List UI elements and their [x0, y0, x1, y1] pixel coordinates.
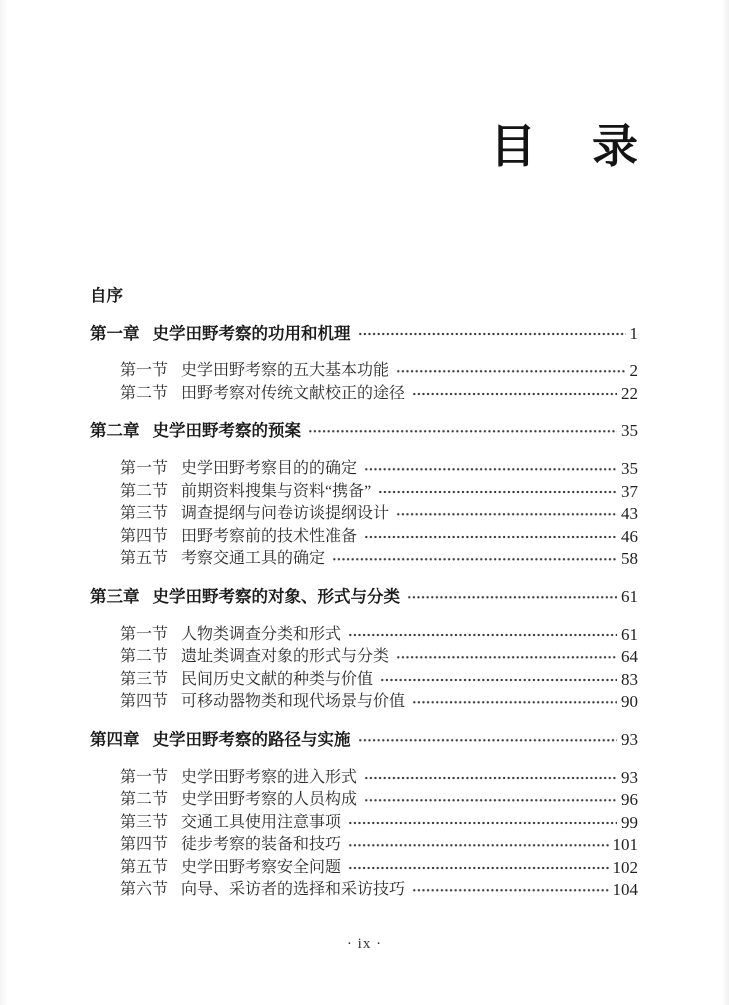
section-number: 第三节: [120, 505, 169, 523]
page-number: 96: [621, 790, 638, 810]
toc-section-row: [90, 834, 638, 857]
page-number: 61: [621, 624, 638, 644]
page-number: 93: [621, 729, 638, 749]
page-number: 90: [621, 692, 638, 712]
section-number: 第五节: [120, 858, 169, 876]
section-title: 考察交通工具的确定: [181, 550, 326, 568]
dot-leader: [364, 458, 617, 481]
section-number: 第二节: [120, 648, 169, 666]
section-number: 第二节: [120, 482, 169, 500]
dot-leader: [348, 857, 608, 880]
page-number: 43: [621, 504, 638, 524]
section-title: 史学田野考察目的的确定: [181, 459, 358, 477]
page-number: 93: [621, 767, 638, 787]
section-title: 人物类调查分类和形式: [181, 625, 342, 643]
toc-section-row: [90, 879, 638, 902]
section-number: 第三节: [120, 670, 169, 688]
page-number: 102: [612, 857, 638, 877]
page-number: 2: [629, 361, 638, 381]
page-number: 35: [621, 458, 638, 478]
toc-section-row: [90, 789, 638, 812]
section-title: 前期资料搜集与资料“携备”: [181, 482, 372, 500]
dot-leader: [412, 691, 617, 714]
page-number: 46: [621, 526, 638, 546]
preface-row: [90, 285, 638, 308]
page-number: 35: [621, 421, 638, 441]
toc-section-row: [90, 548, 638, 571]
dot-leader: [407, 586, 617, 609]
toc-section-row: [90, 526, 638, 549]
dot-leader: [348, 812, 617, 835]
dot-leader: [412, 383, 617, 406]
dot-leader: [358, 323, 626, 346]
title-char-lu: 录: [592, 121, 638, 172]
toc-section-row: [90, 481, 638, 504]
toc-section-row: [90, 646, 638, 669]
page-number: 61: [621, 586, 638, 606]
section-title: 民间历史文献的种类与价值: [181, 670, 374, 688]
dot-leader: [396, 646, 617, 669]
page-number: 1: [629, 323, 638, 343]
toc-section-row: [90, 458, 638, 481]
section-number: 第二节: [120, 791, 169, 809]
section-number: 第二节: [120, 384, 169, 402]
dot-leader: [364, 526, 617, 549]
chapter-title: 史学田野考察的功用和机理: [152, 323, 351, 343]
page-number: 101: [612, 835, 638, 855]
section-title: 向导、采访者的选择和采访技巧: [181, 881, 406, 899]
section-title: 史学田野考察安全问题: [181, 858, 342, 876]
page-number: 104: [612, 880, 638, 900]
section-title: 徒步考察的装备和技巧: [181, 836, 342, 854]
dot-leader: [378, 481, 617, 504]
toc-section-row: [90, 812, 638, 835]
preface-label: 自序: [90, 286, 123, 305]
chapter-title: 史学田野考察的路径与实施: [152, 729, 351, 749]
toc-chapter-row: [90, 729, 638, 752]
page-number: 83: [621, 669, 638, 689]
chapter-number: 第二章: [90, 421, 140, 441]
dot-leader: [396, 503, 617, 526]
section-title: 史学田野考察的五大基本功能: [181, 362, 390, 380]
toc-chapter-row: [90, 323, 638, 346]
section-title: 调查提纲与问卷访谈提纲设计: [181, 505, 390, 523]
toc-content: [90, 0, 638, 902]
toc-section-row: [90, 857, 638, 880]
chapter-title: 史学田野考察的对象、形式与分类: [152, 586, 400, 606]
toc-chapter-row: [90, 586, 638, 609]
title-char-mu: 目: [490, 121, 536, 172]
dot-leader: [348, 834, 608, 857]
toc-section-row: [90, 383, 638, 406]
section-number: 第一节: [120, 625, 169, 643]
section-number: 第四节: [120, 693, 169, 711]
section-title: 可移动器物类和现代场景与价值: [181, 693, 406, 711]
section-number: 第四节: [120, 836, 169, 854]
toc-chapter-row: [90, 420, 638, 443]
section-number: 第一节: [120, 362, 169, 380]
section-title: 史学田野考察的人员构成: [181, 791, 358, 809]
section-title: 田野考察对传统文献校正的途径: [181, 384, 406, 402]
folio-page-number: · ix ·: [346, 936, 383, 952]
page-title: [90, 123, 638, 171]
dot-leader: [364, 789, 617, 812]
toc-section-row: [90, 360, 638, 383]
chapter-number: 第四章: [90, 729, 140, 749]
section-title: 田野考察前的技术性准备: [181, 527, 358, 545]
page-number: 37: [621, 481, 638, 501]
section-title: 交通工具使用注意事项: [181, 813, 342, 831]
section-number: 第一节: [120, 768, 169, 786]
chapter-number: 第三章: [90, 586, 140, 606]
page-number: 22: [621, 383, 638, 403]
dot-leader: [396, 360, 625, 383]
toc-section-row: [90, 503, 638, 526]
page-number: 64: [621, 647, 638, 667]
toc-section-row: [90, 624, 638, 647]
toc-section-row: [90, 669, 638, 692]
section-title: 遗址类调查对象的形式与分类: [181, 648, 390, 666]
page-number: 99: [621, 812, 638, 832]
dot-leader: [358, 729, 618, 752]
section-number: 第三节: [120, 813, 169, 831]
page-number: 58: [621, 549, 638, 569]
dot-leader: [308, 420, 617, 443]
chapter-number: 第一章: [90, 323, 140, 343]
dot-leader: [380, 669, 617, 692]
section-number: 第四节: [120, 527, 169, 545]
dot-leader: [348, 624, 617, 647]
dot-leader: [332, 548, 617, 571]
section-number: 第一节: [120, 459, 169, 477]
section-number: 第五节: [120, 550, 169, 568]
chapter-title: 史学田野考察的预案: [152, 421, 301, 441]
toc-section-row: [90, 767, 638, 790]
dot-leader: [412, 879, 608, 902]
dot-leader: [364, 767, 617, 790]
section-number: 第六节: [120, 881, 169, 899]
section-title: 史学田野考察的进入形式: [181, 768, 358, 786]
toc-section-row: [90, 691, 638, 714]
